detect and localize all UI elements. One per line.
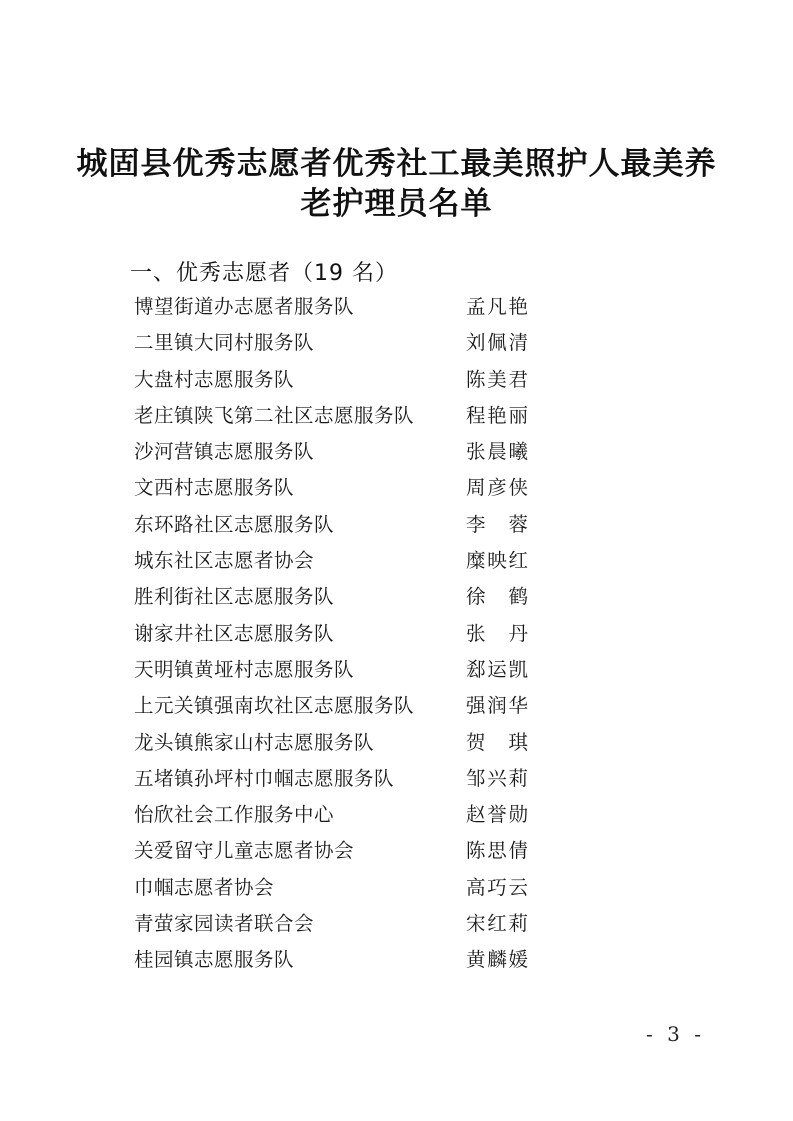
person-name: 强润华 [466, 694, 528, 718]
list-item [0, 437, 793, 473]
person-name: 张丹 [466, 621, 528, 645]
person-name: 糜映红 [466, 549, 528, 573]
list-item [0, 728, 793, 764]
list-item [0, 909, 793, 945]
list-item [0, 691, 793, 727]
organization-name: 桂园镇志愿服务队 [134, 948, 295, 972]
organization-name: 青萤家园读者联合会 [134, 912, 315, 936]
organization-name: 沙河营镇志愿服务队 [134, 440, 315, 464]
section-heading: 一、优秀志愿者（19 名） [130, 261, 398, 286]
person-name: 邹兴莉 [466, 766, 528, 790]
list-item [0, 873, 793, 909]
organization-name: 天明镇黄垭村志愿服务队 [134, 657, 355, 681]
document-title-line-2: 老护理员名单 [300, 186, 493, 222]
person-name: 贺琪 [466, 730, 528, 754]
list-item [0, 401, 793, 437]
person-name: 孟凡艳 [466, 295, 528, 318]
organization-name: 城东社区志愿者协会 [134, 549, 315, 573]
list-item [0, 546, 793, 582]
organization-name: 大盘村志愿服务队 [134, 367, 295, 391]
list-item [0, 800, 793, 836]
person-name: 赵誉勋 [466, 803, 528, 827]
organization-name: 胜利街社区志愿服务队 [134, 585, 335, 609]
list-item [0, 582, 793, 618]
person-name: 李蓉 [466, 512, 528, 536]
list-item [0, 619, 793, 655]
list-item [0, 836, 793, 872]
volunteer-list [0, 292, 793, 982]
list-item [0, 764, 793, 800]
person-name: 程艳丽 [466, 403, 528, 427]
organization-name: 怡欣社会工作服务中心 [134, 803, 335, 827]
person-name: 张晨曦 [466, 440, 528, 464]
page-number: - 3 - [646, 1022, 705, 1046]
person-name: 周彦侠 [466, 476, 528, 500]
organization-name: 龙头镇熊家山村志愿服务队 [134, 730, 375, 754]
list-item [0, 510, 793, 546]
organization-name: 关爱留守儿童志愿者协会 [134, 839, 355, 863]
person-name: 宋红莉 [466, 912, 528, 936]
person-name: 陈思倩 [466, 839, 528, 863]
organization-name: 文西村志愿服务队 [134, 476, 295, 500]
person-name: 刘佩清 [466, 331, 528, 355]
list-item [0, 945, 793, 981]
organization-name: 博望街道办志愿者服务队 [134, 295, 355, 318]
organization-name: 上元关镇强南坎社区志愿服务队 [134, 694, 415, 718]
organization-name: 谢家井社区志愿服务队 [134, 621, 335, 645]
person-name: 郄运凯 [466, 657, 528, 681]
organization-name: 老庄镇陕飞第二社区志愿服务队 [134, 403, 415, 427]
person-name: 黄麟媛 [466, 948, 528, 972]
person-name: 陈美君 [466, 367, 528, 391]
list-item [0, 473, 793, 509]
document-title-line-1: 城固县优秀志愿者优秀社工最美照护人最美养 [76, 146, 717, 182]
list-item [0, 328, 793, 364]
list-item [0, 365, 793, 401]
organization-name: 二里镇大同村服务队 [134, 331, 315, 355]
person-name: 徐鹤 [466, 585, 528, 609]
person-name: 高巧云 [466, 875, 528, 899]
organization-name: 巾帼志愿者协会 [134, 875, 275, 899]
organization-name: 五堵镇孙坪村巾帼志愿服务队 [134, 766, 395, 790]
organization-name: 东环路社区志愿服务队 [134, 512, 335, 536]
list-item [0, 655, 793, 691]
list-item [0, 292, 793, 328]
